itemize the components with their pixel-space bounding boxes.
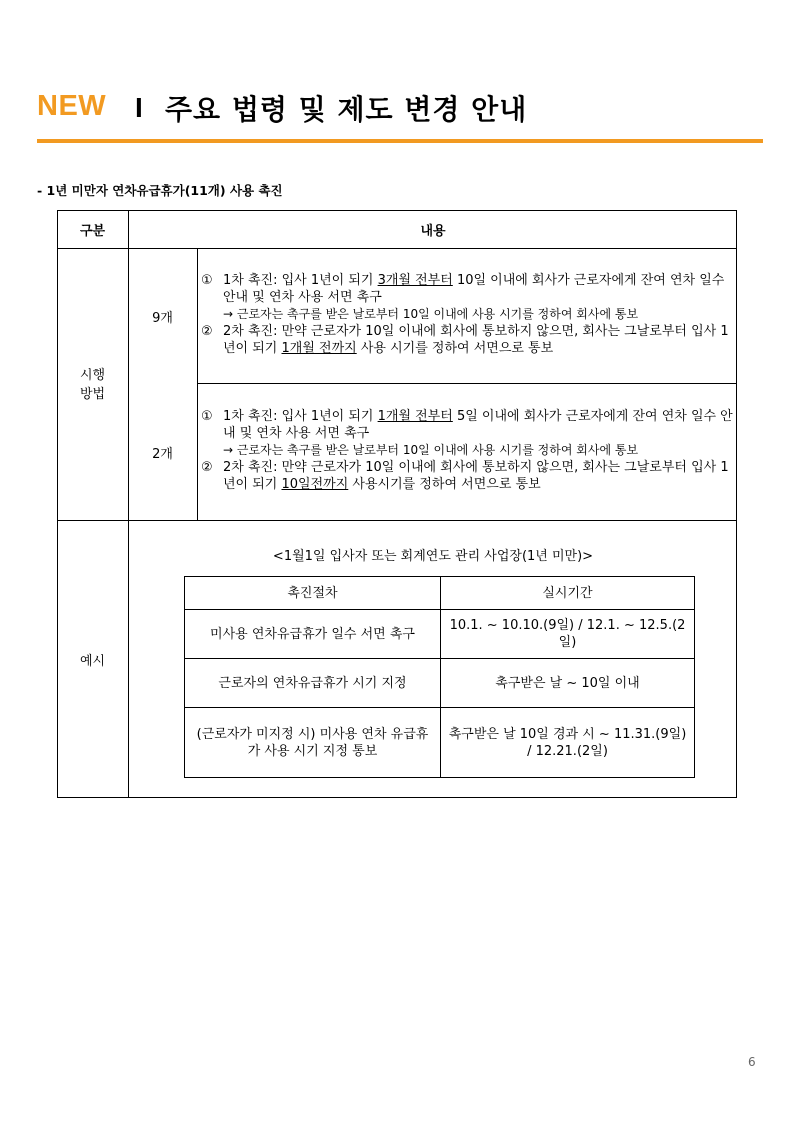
example-caption: <1월1일 입사자 또는 회계연도 관리 사업장(1년 미만)> bbox=[272, 549, 594, 564]
table-divider bbox=[197, 383, 737, 384]
page-number: 6 bbox=[748, 1055, 756, 1069]
table-divider bbox=[128, 210, 129, 798]
example-procedure: 미사용 연차유급휴가 일수 서면 촉구 bbox=[185, 610, 441, 659]
example-label: 예시 bbox=[79, 654, 106, 669]
row-9-content bbox=[201, 272, 733, 357]
row-2-step-2: ② 2차 촉진: 만약 근로자가 10일 이내에 회사에 통보하지 않으면, 회사는 그날로부터 입사 1년이 되기 10일전까지 사용시기를 정하여 서면으로 통보 bbox=[201, 460, 729, 492]
example-period: 촉구받은 날 ~ 10일 이내 bbox=[441, 659, 695, 708]
table-divider bbox=[57, 520, 737, 521]
row-2-arrow-note: → 근로자는 촉구를 받은 날로부터 10일 이내에 사용 시기를 정하여 회사에 통보 bbox=[223, 443, 639, 457]
page-header bbox=[37, 86, 763, 134]
table-divider bbox=[57, 248, 737, 249]
col-header-category: 구분 bbox=[79, 224, 106, 239]
example-procedure: 근로자의 연차유급휴가 시기 지정 bbox=[185, 659, 441, 708]
row-9-step-2: ② 2차 촉진: 만약 근로자가 10일 이내에 회사에 통보하지 않으면, 회사는 그날로부터 입사 1년이 되기 1개월 전까지 사용 시기를 정하여 서면으로 통보 bbox=[201, 324, 729, 356]
new-label: NEW bbox=[37, 90, 107, 122]
row-2-content bbox=[201, 408, 733, 493]
example-procedure: (근로자가 미지정 시) 미사용 연차 유급휴가 사용 시기 지정 통보 bbox=[185, 708, 441, 778]
count-2: 2개 bbox=[152, 447, 173, 462]
header-rule bbox=[37, 139, 763, 143]
table-divider bbox=[197, 248, 198, 520]
method-label: 시행 방법 bbox=[79, 368, 106, 402]
col-header-content: 내용 bbox=[420, 224, 446, 239]
example-header-procedure: 촉진절차 bbox=[185, 577, 441, 610]
section-subtitle: - 1년 미만자 연차유급휴가(11개) 사용 촉진 bbox=[37, 183, 283, 198]
row-2-step-1: ① 1차 촉진: 입사 1년이 되기 1개월 전부터 5일 이내에 회사가 근로자에게 잔여 연차 일수 안내 및 연차 사용 서면 촉구 bbox=[201, 409, 733, 441]
example-header-period: 실시기간 bbox=[441, 577, 695, 610]
example-period: 촉구받은 날 10일 경과 시 ~ 11.31.(9일) / 12.21.(2일) bbox=[441, 708, 695, 778]
row-9-step-1: ① 1차 촉진: 입사 1년이 되기 3개월 전부터 10일 이내에 회사가 근로자에게 잔여 연차 일수 안내 및 연차 사용 서면 촉구 bbox=[201, 273, 725, 305]
header-separator: I bbox=[135, 92, 143, 123]
example-period: 10.1. ~ 10.10.(9일) / 12.1. ~ 12.5.(2일) bbox=[441, 610, 695, 659]
row-9-arrow-note: → 근로자는 촉구를 받은 날로부터 10일 이내에 사용 시기를 정하여 회사에 통보 bbox=[223, 307, 639, 321]
example-table bbox=[184, 576, 695, 778]
page-title: 주요 법령 및 제도 변경 안내 bbox=[165, 93, 528, 126]
count-9: 9개 bbox=[152, 311, 173, 326]
